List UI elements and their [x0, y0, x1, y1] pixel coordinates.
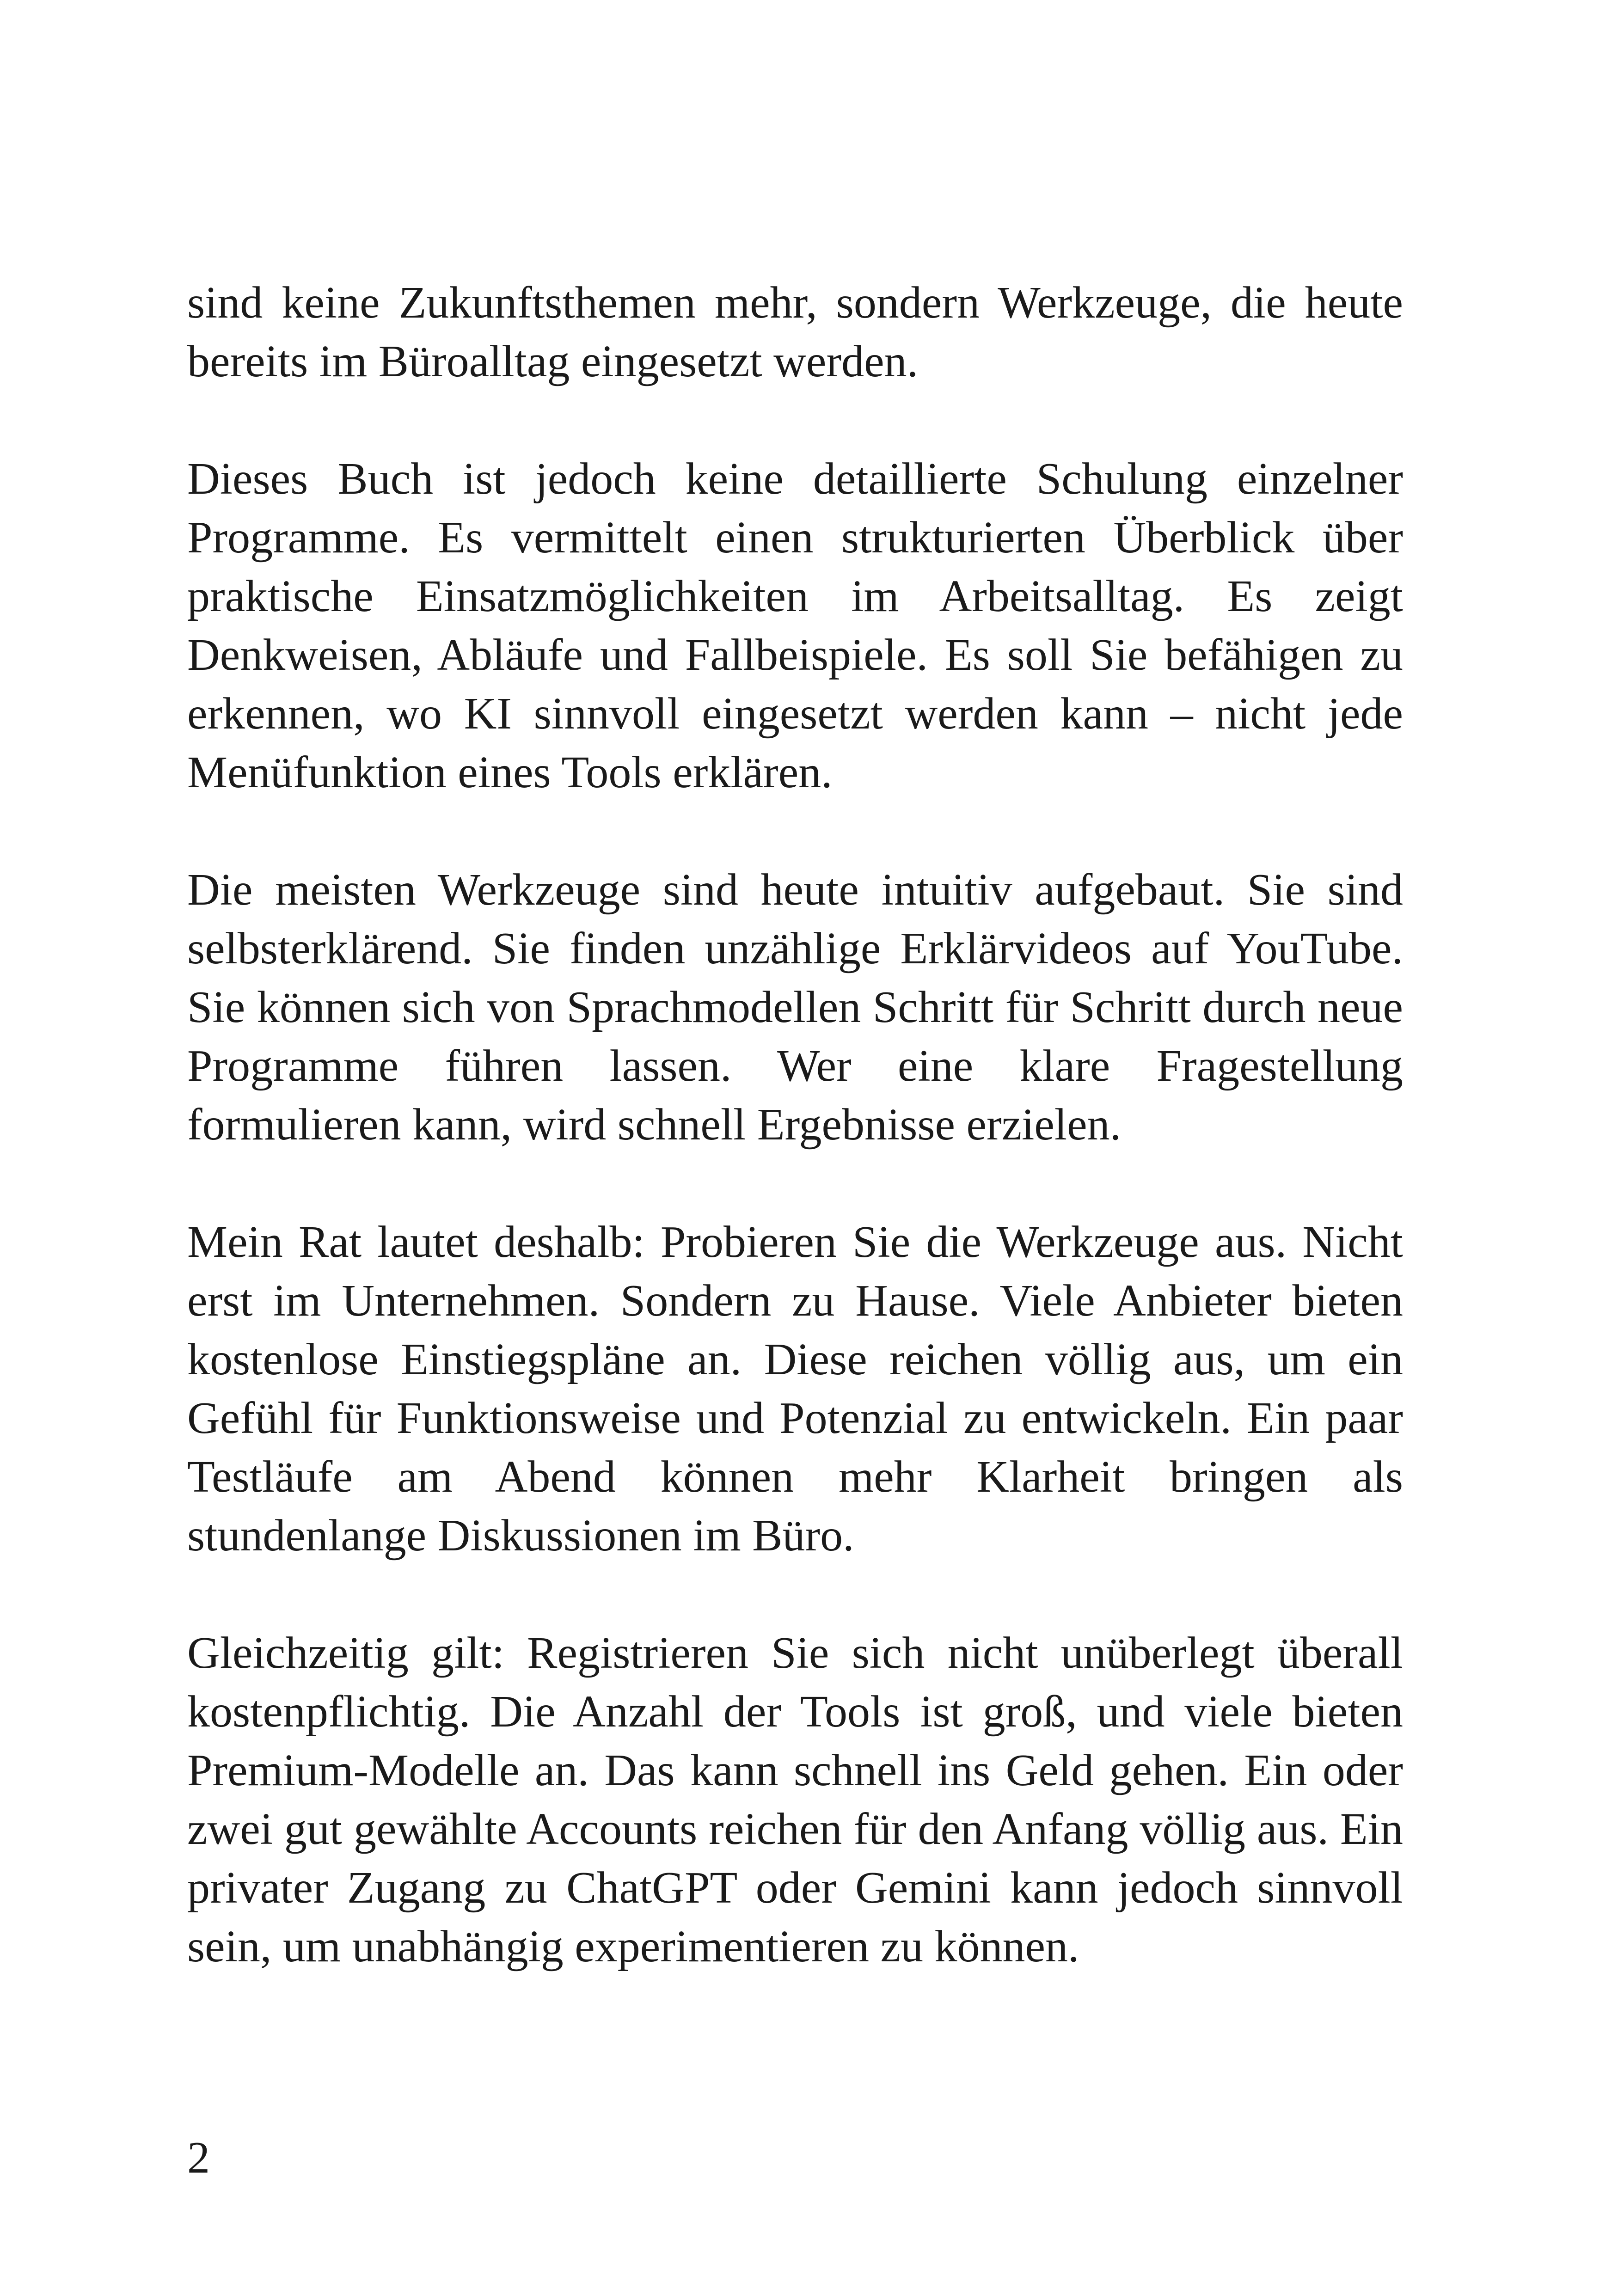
paragraph: Die meisten Werkzeuge sind heute intuitiv aufgebaut. Sie sind selbsterklärend. Sie finden unzählige Erklärvideos auf YouTube. Sie können sich von Sprachmodellen Schritt für Schritt durch neue Programme führen lassen. Wer eine klare Fragestellung formulieren kann, wird schnell Ergebnisse erzielen.: [187, 865, 1403, 1150]
paragraph: Gleichzeitig gilt: Registrieren Sie sich nicht unüberlegt überall kostenpflichtig. Die Anzahl der Tools ist groß, und viele bieten Premium-Modelle an. Das kann schnell ins Geld gehen. Ein oder zwei gut gewählte Accounts reichen für den Anfang völlig aus. Ein privater Zugang zu ChatGPT oder Gemini kann jedoch sinnvoll sein, um unabhängig experimentieren zu können.: [187, 1628, 1403, 1971]
page-number: 2: [187, 2133, 210, 2183]
body-text: [187, 274, 1403, 1976]
paragraph: sind keine Zukunftsthemen mehr, sondern Werkzeuge, die heute bereits im Büroalltag eingesetzt werden.: [187, 278, 1403, 386]
paragraph: Mein Rat lautet deshalb: Probieren Sie die Werkzeuge aus. Nicht erst im Unternehmen. Sondern zu Hause. Viele Anbieter bieten kostenlose Einstiegspläne an. Diese reichen völlig aus, um ein Gefühl für Funktionsweise und Potenzial zu entwickeln. Ein paar Testläufe am Abend können mehr Klarheit bringen als stundenlange Diskussionen im Büro.: [187, 1217, 1403, 1561]
paragraph: Dieses Buch ist jedoch keine detaillierte Schulung einzelner Programme. Es vermittelt einen strukturierten Überblick über praktische Einsatzmöglichkeiten im Arbeitsalltag. Es zeigt Denkweisen, Abläufe und Fallbeispiele. Es soll Sie befähigen zu erkennen, wo KI sinnvoll eingesetzt werden kann – nicht jede Menüfunktion eines Tools erklären.: [187, 454, 1403, 797]
